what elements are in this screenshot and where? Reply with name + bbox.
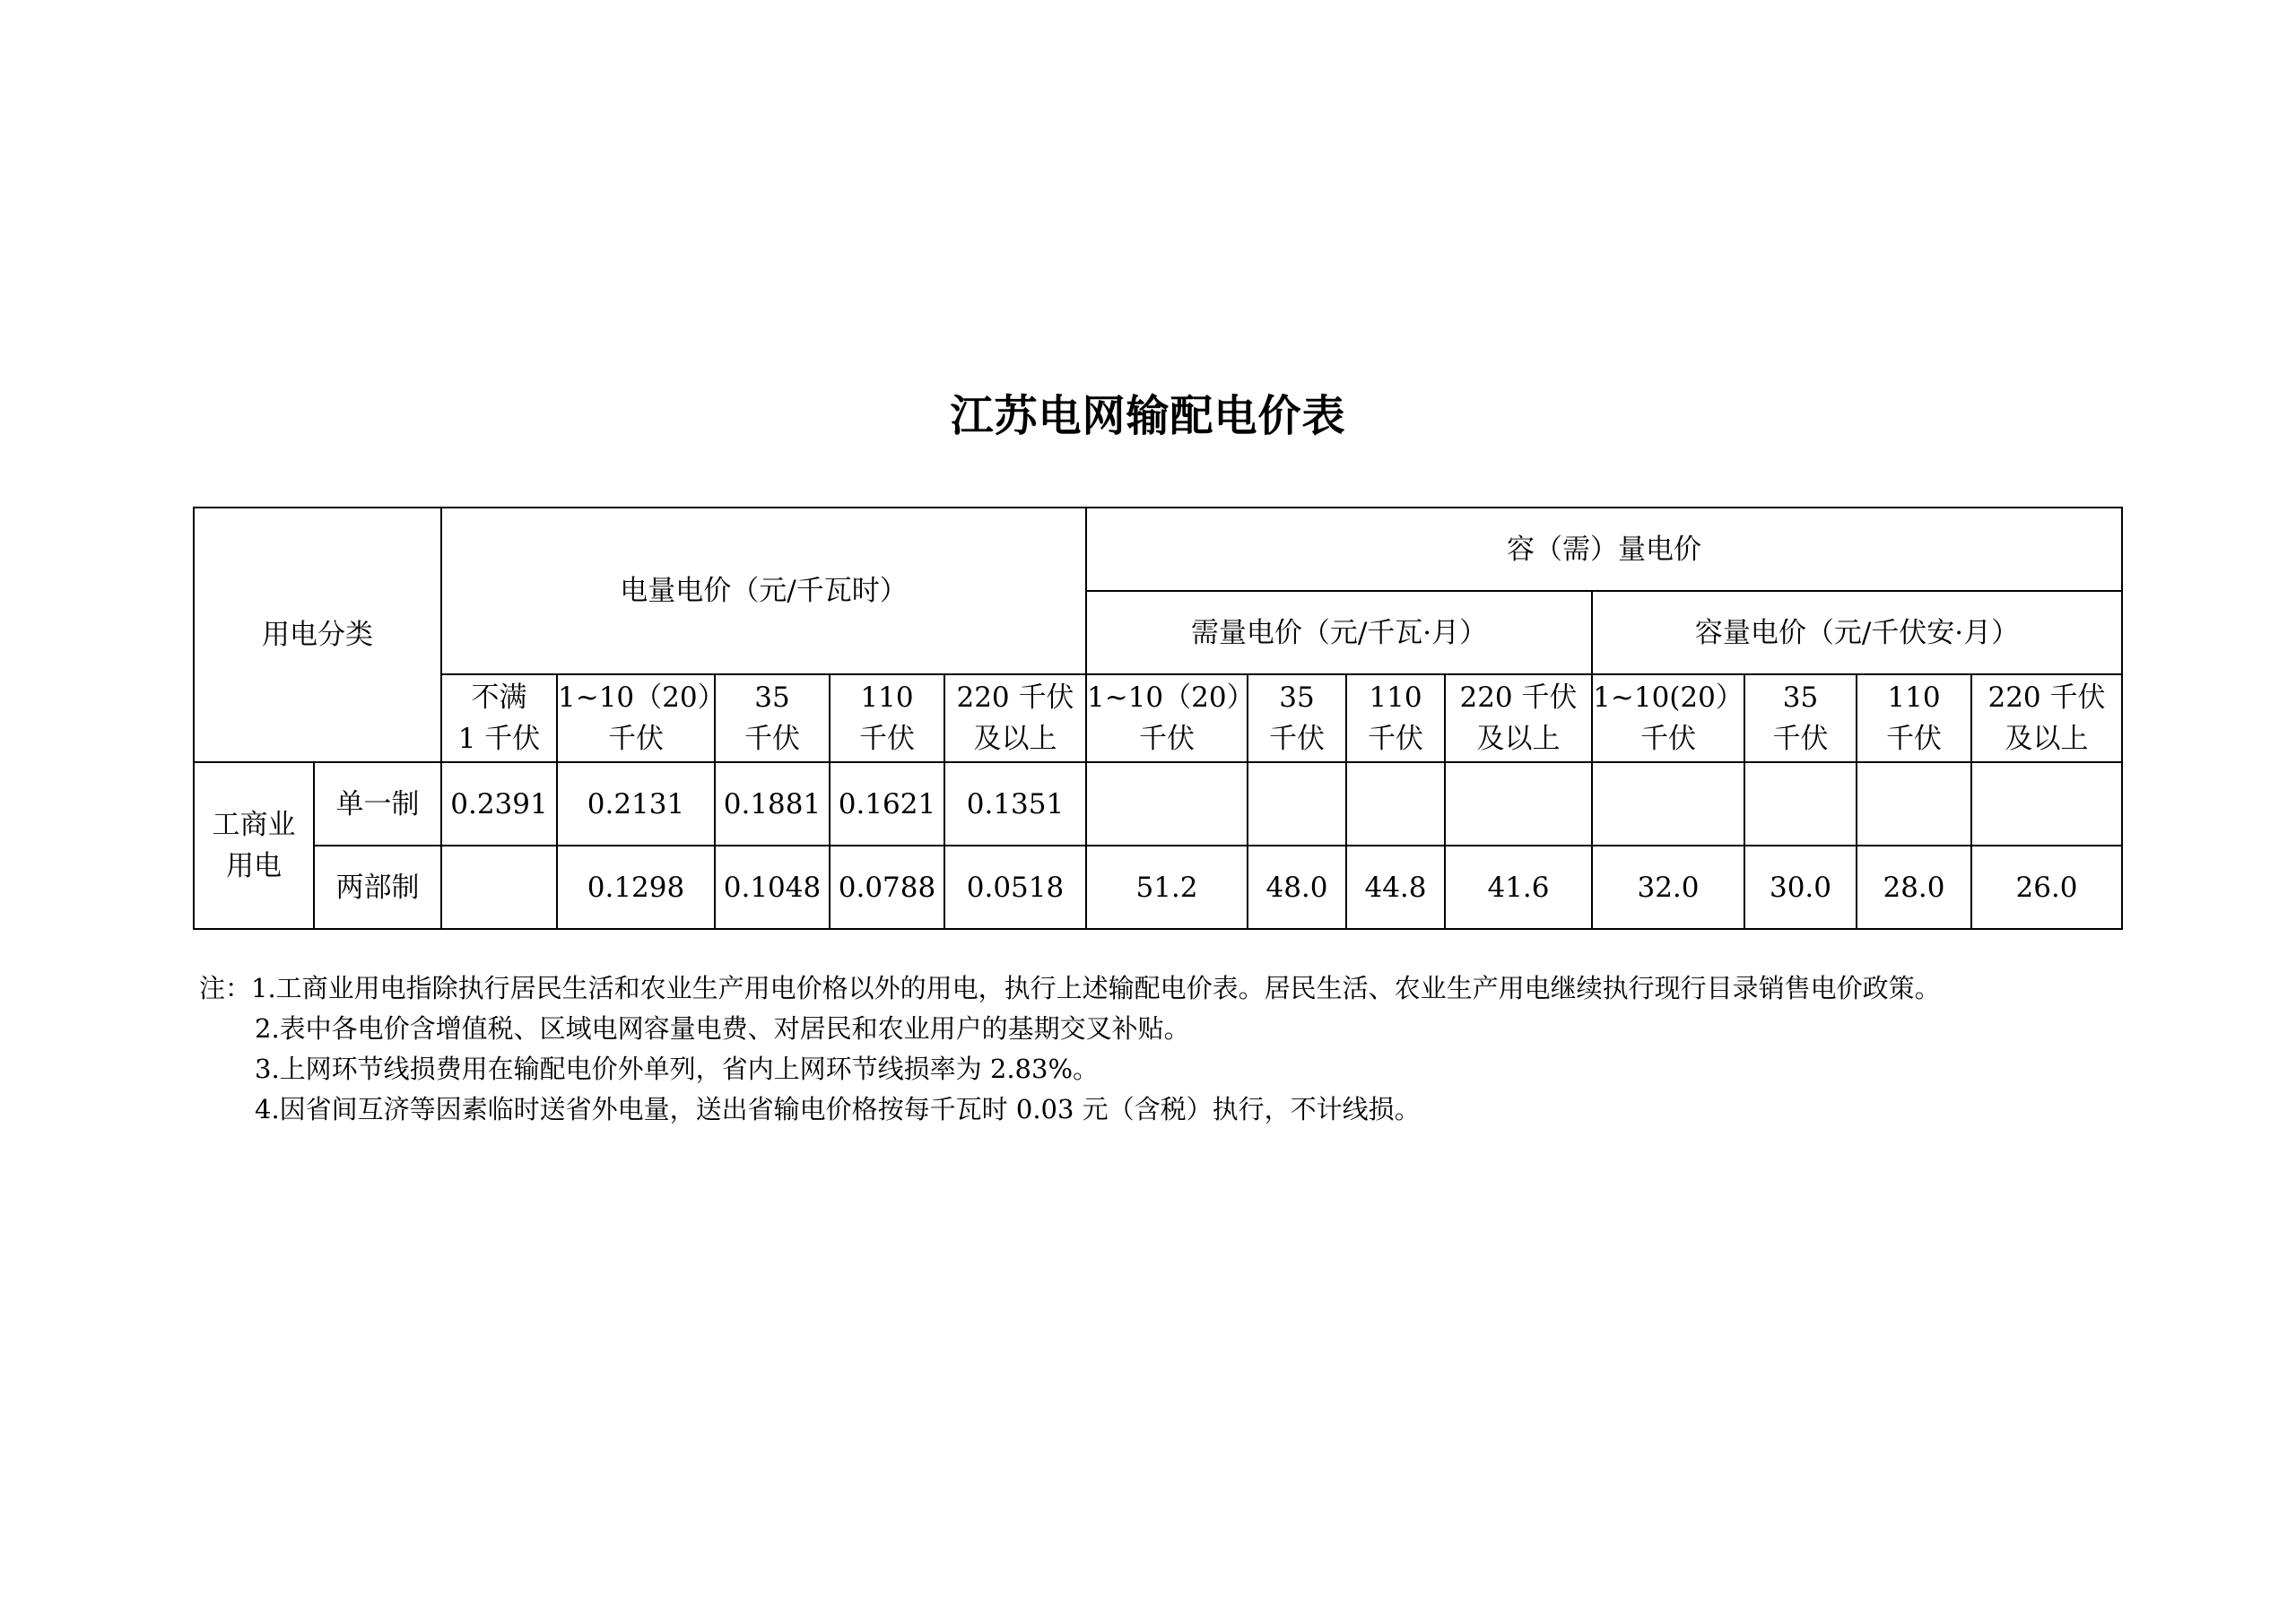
row-label: 单一制	[314, 762, 441, 846]
table-cell: 0.1298	[557, 846, 715, 929]
capacity-group-header: 容（需）量电价	[1086, 508, 2122, 591]
col-header: 1~10（20） 千伏	[1086, 674, 1248, 762]
table-cell: 0.0518	[944, 846, 1086, 929]
col-header: 35 千伏	[1744, 674, 1857, 762]
table-cell: 41.6	[1445, 846, 1592, 929]
table-cell: 51.2	[1086, 846, 1248, 929]
table-cell	[1971, 762, 2122, 846]
notes	[199, 968, 2262, 1130]
table-cell: 0.1351	[944, 762, 1086, 846]
col-header: 110 千伏	[1346, 674, 1445, 762]
table-cell: 0.2391	[441, 762, 557, 846]
table-cell: 0.1621	[830, 762, 944, 846]
table-cell: 44.8	[1346, 846, 1445, 929]
capacity-price-header: 容量电价（元/千伏安·月）	[1592, 591, 2122, 674]
tariff-table	[193, 507, 2123, 930]
col-header: 220 千伏 及以上	[1971, 674, 2122, 762]
table-cell: 48.0	[1248, 846, 1346, 929]
note-line: 2.表中各电价含增值税、区域电网容量电费、对居民和农业用户的基期交叉补贴。	[255, 1013, 1190, 1044]
document-title: 江苏电网输配电价表	[950, 391, 1346, 441]
table-cell: 30.0	[1744, 846, 1857, 929]
table-cell: 0.1881	[715, 762, 830, 846]
table-cell: 0.0788	[830, 846, 944, 929]
note-line: 3.上网环节线损费用在输配电价外单列，省内上网环节线损率为 2.83%。	[255, 1054, 1100, 1084]
col-header: 不满 1 千伏	[441, 674, 557, 762]
table-cell	[1086, 762, 1248, 846]
col-header: 220 千伏 及以上	[944, 674, 1086, 762]
table-cell	[441, 846, 557, 929]
table-cell: 26.0	[1971, 846, 2122, 929]
table-row	[194, 846, 2122, 929]
col-header: 35 千伏	[715, 674, 830, 762]
col-header: 1~10（20） 千伏	[557, 674, 715, 762]
table-cell	[1592, 762, 1744, 846]
table-cell: 0.2131	[557, 762, 715, 846]
table-cell: 32.0	[1592, 846, 1744, 929]
table-cell	[1346, 762, 1445, 846]
table-cell	[1744, 762, 1857, 846]
table-cell	[1857, 762, 1971, 846]
col-header: 35 千伏	[1248, 674, 1346, 762]
note-line: 注：1.工商业用电指除执行居民生活和农业生产用电价格以外的用电，执行上述输配电价表。居民生活、农业生产用电继续执行现行目录销售电价政策。	[199, 973, 1941, 1003]
demand-price-header: 需量电价（元/千瓦·月）	[1086, 591, 1592, 674]
category-header: 用电分类	[194, 508, 441, 762]
table-cell: 28.0	[1857, 846, 1971, 929]
table-cell	[1248, 762, 1346, 846]
note-line: 4.因省间互济等因素临时送省外电量，送出省输电价格按每千瓦时 0.03 元（含税）执行，不计线损。	[255, 1094, 1421, 1124]
table-cell: 0.1048	[715, 846, 830, 929]
row-label: 两部制	[314, 846, 441, 929]
col-header: 220 千伏 及以上	[1445, 674, 1592, 762]
table-row	[194, 762, 2122, 846]
group-label: 工商业 用电	[194, 762, 314, 929]
col-header: 110 千伏	[830, 674, 944, 762]
table-cell	[1445, 762, 1592, 846]
col-header: 110 千伏	[1857, 674, 1971, 762]
col-header: 1~10(20） 千伏	[1592, 674, 1744, 762]
energy-price-header: 电量电价（元/千瓦时）	[441, 508, 1086, 674]
